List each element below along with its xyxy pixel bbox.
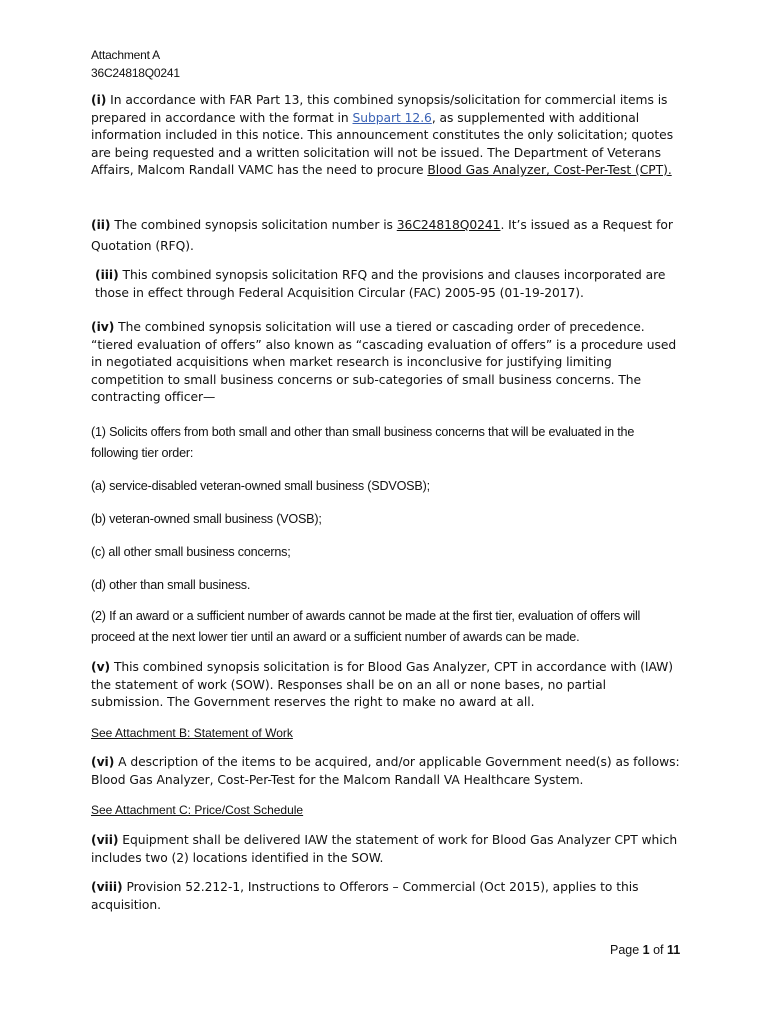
section-vi: [91, 754, 681, 789]
solicitation-number-header: 36C24818Q0241: [91, 66, 180, 80]
tier-item-b: (b) veteran-owned small business (VOSB);: [91, 512, 322, 526]
section-vii: [91, 832, 681, 867]
tier-item-c: (c) all other small business concerns;: [91, 545, 291, 559]
section-i-text-1: In accordance with FAR Part 13, this combined synopsis/solicitation for commercial items is prepared in accordance with the format in: [91, 93, 668, 125]
of-word: of: [649, 943, 667, 957]
tier-item-2: (2) If an award or a sufficient number of awards cannot be made at the first tier, evaluation of offers will proceed at the next lower tier until an award or a sufficient number of awards can be made.: [91, 609, 641, 644]
section-viii-label: (viii): [91, 880, 123, 894]
tier-item-a: (a) service-disabled veteran-owned small business (SDVOSB);: [91, 479, 430, 493]
section-ii: [91, 215, 681, 257]
tier-item-d: (d) other than small business.: [91, 578, 251, 592]
tier-item-1: (1) Solicits offers from both small and other than small business concerns that will be evaluated in the following tier order:: [91, 425, 635, 460]
section-iv-label: (iv): [91, 320, 115, 334]
section-v-text: This combined synopsis solicitation is for Blood Gas Analyzer, CPT in accordance with (IAW) the statement of work (SOW). Responses shall be on an all or none bases, no partial submission. The Government reserves the right to make no award at all.: [91, 660, 674, 709]
section-viii-text: Provision 52.212-1, Instructions to Offerors – Commercial (Oct 2015), applies to this acquisition.: [91, 880, 639, 912]
page-number: [610, 943, 680, 957]
section-iv: [91, 319, 681, 407]
section-iii-text: This combined synopsis solicitation RFQ and the provisions and clauses incorporated are those in effect through Federal Acquisition Circular (FAC) 2005-95 (01-19-2017).: [95, 268, 666, 300]
section-vi-text: A description of the items to be acquired, and/or applicable Government need(s) as follows: Blood Gas Analyzer, Cost-Per-Test for the Malcom Randall VA Healthcare System.: [91, 755, 680, 787]
page-word: Page: [610, 943, 643, 957]
section-vii-text: Equipment shall be delivered IAW the statement of work for Blood Gas Analyzer CPT which includes two (2) locations identified in the SOW.: [91, 833, 678, 865]
attachment-b-reference: See Attachment B: Statement of Work: [91, 726, 293, 740]
section-vii-label: (vii): [91, 833, 119, 847]
section-i-text-2: , as supplemented with additional information included in this notice. This announcement constitutes the only solicitation; quotes are being requested and a written solicitation will not be issued. The Department of Veterans Affairs, Malcom Randall VAMC has the need to procure: [91, 110, 674, 177]
section-ii-label: (ii): [91, 218, 111, 232]
current-page: 1: [642, 943, 650, 957]
solicitation-number: 36C24818Q0241: [396, 218, 501, 232]
section-v: [91, 659, 681, 712]
section-iv-text: The combined synopsis solicitation will use a tiered or cascading order of precedence. “tiered evaluation of offers” also known as “cascading evaluation of offers” is a procedure used in negotiated acquisitions when market research is inconclusive for justifying limiting competition to small business concerns or sub-categories of small business concerns. The contracting officer—: [91, 320, 677, 404]
section-i: [91, 92, 681, 180]
attachment-label: Attachment A: [91, 48, 160, 62]
section-ii-text-2: . It’s issued as a Request for Quotation (RFQ).: [91, 218, 673, 253]
total-pages: 11: [667, 943, 681, 957]
section-iii-label: (iii): [95, 268, 119, 282]
section-viii: [91, 879, 681, 914]
subpart-12-6-link[interactable]: Subpart 12.6: [352, 110, 432, 125]
section-i-text-3: .: [667, 163, 672, 177]
section-vi-label: (vi): [91, 755, 115, 769]
section-v-label: (v): [91, 660, 111, 674]
attachment-c-reference: See Attachment C: Price/Cost Schedule: [91, 803, 304, 817]
section-ii-text-1: The combined synopsis solicitation number is: [110, 218, 397, 232]
procurement-item: Blood Gas Analyzer, Cost-Per-Test (CPT): [427, 163, 668, 177]
section-iii: [95, 267, 681, 302]
section-i-label: (i): [91, 93, 107, 107]
